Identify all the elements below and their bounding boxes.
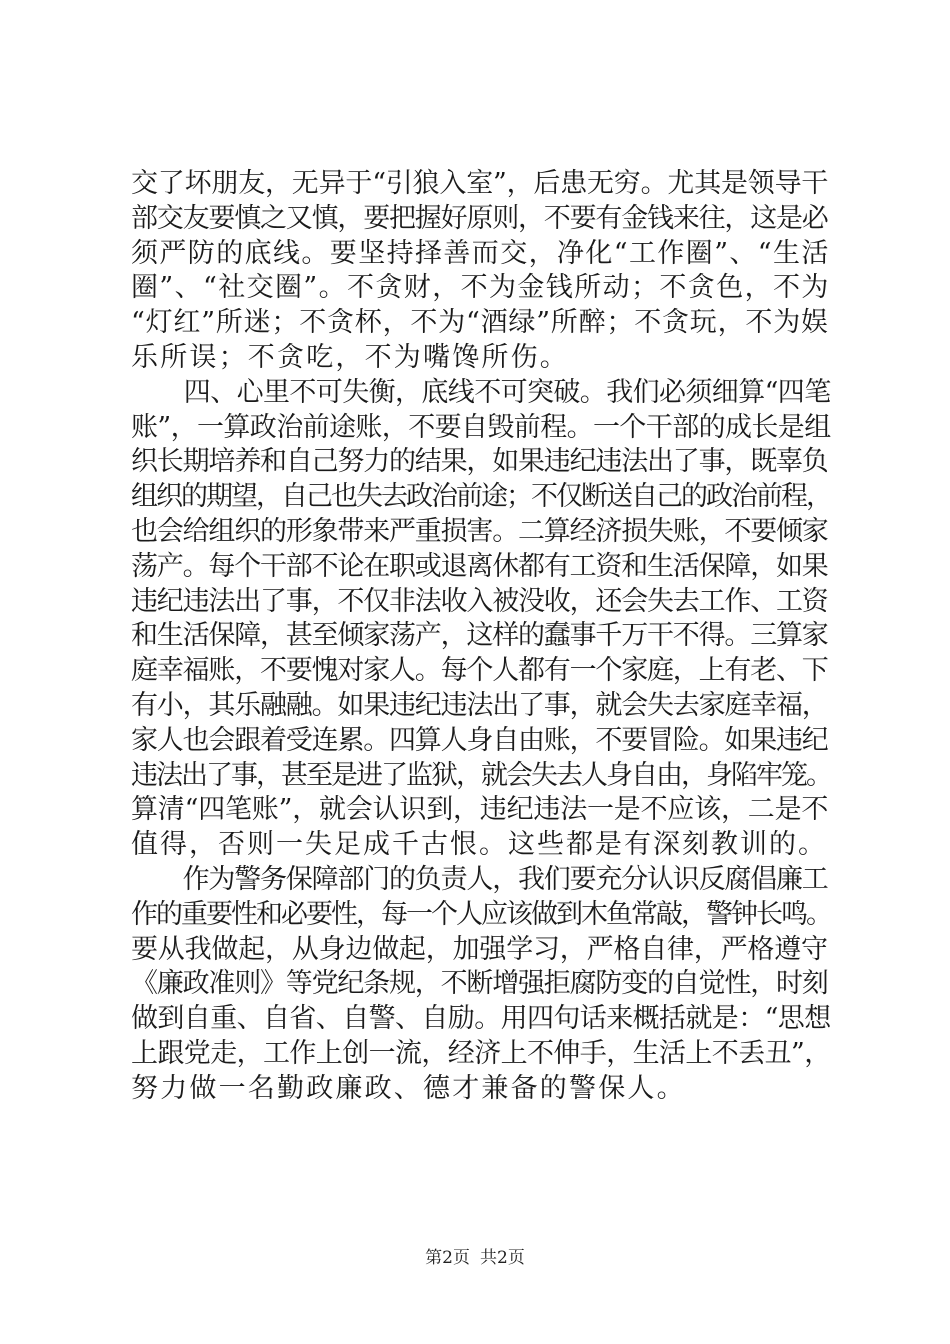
text-line: 值得，否则一失足成千古恨。这些都是有深刻教训的。 xyxy=(131,829,827,861)
text-line: 作为警务保障部门的负责人，我们要充分认识反腐倡廉工 xyxy=(131,863,828,895)
text-line: 要从我做起，从身边做起，加强学习，严格自律，严格遵守 xyxy=(131,933,828,965)
page-total: 共2页 xyxy=(480,1248,525,1268)
text-line: “灯红”所迷；不贪杯，不为“酒绿”所醉；不贪玩，不为娱 xyxy=(131,307,829,339)
text-line: 部交友要慎之又慎，要把握好原则，不要有金钱来往，这是必 xyxy=(131,202,828,234)
text-line: 作的重要性和必要性，每一个人应该做到木鱼常敲，警钟长鸣。 xyxy=(131,898,831,930)
text-line: 须严防的底线。要坚持择善而交，净化“工作圈”、“生活 xyxy=(131,237,830,269)
text-line: 有小，其乐融融。如果违纪违法出了事，就会失去家庭幸福， xyxy=(131,689,828,721)
text-line: 算清“四笔账”，就会认识到，违纪违法一是不应该，二是不 xyxy=(131,794,829,826)
text-line: 荡产。每个干部不论在职或退离休都有工资和生活保障，如果 xyxy=(131,550,828,582)
text-line: 家人也会跟着受连累。四算人身自由账，不要冒险。如果违纪 xyxy=(131,724,828,756)
text-line: 账”，一算政治前途账，不要自毁前程。一个干部的成长是组 xyxy=(131,411,831,443)
text-line: 违纪违法出了事，不仅非法收入被没收，还会失去工作、工资 xyxy=(131,585,828,617)
text-line: 织长期培养和自己努力的结果，如果违纪违法出了事，既辜负 xyxy=(131,446,828,478)
text-line: 上跟党走，工作上创一流，经济上不伸手，生活上不丢丑”， xyxy=(131,1037,831,1069)
document-body xyxy=(131,167,831,1107)
text-line: 努力做一名勤政廉政、德才兼备的警保人。 xyxy=(131,1072,686,1104)
text-line: 违法出了事，甚至是进了监狱，就会失去人身自由，身陷牢笼。 xyxy=(131,759,831,791)
text-line: 也会给组织的形象带来严重损害。二算经济损失账，不要倾家 xyxy=(131,515,828,547)
text-line: 乐所误；不贪吃，不为嘴馋所伤。 xyxy=(131,341,569,373)
text-line: 庭幸福账，不要愧对家人。每个人都有一个家庭，上有老、下 xyxy=(131,655,828,687)
text-line: 四、心里不可失衡，底线不可突破。我们必须细算“四笔 xyxy=(131,376,831,408)
text-line: 做到自重、自省、自警、自励。用四句话来概括就是：“思想 xyxy=(131,1003,831,1035)
page-number: 第2页 xyxy=(425,1248,470,1268)
text-line: 交了坏朋友，无异于“引狼入室”，后患无穷。尤其是领导干 xyxy=(131,168,829,199)
text-line: 组织的期望，自己也失去政治前途；不仅断送自己的政治前程， xyxy=(131,481,831,513)
page-footer xyxy=(0,1243,950,1268)
text-line: 圈”、“社交圈”。不贪财，不为金钱所动；不贪色，不为 xyxy=(131,272,830,304)
text-line: 和生活保障，甚至倾家荡产，这样的蠢事千万干不得。三算家 xyxy=(131,620,828,652)
text-line: 《廉政准则》等党纪条规，不断增强拒腐防变的自觉性，时刻 xyxy=(131,968,828,1000)
